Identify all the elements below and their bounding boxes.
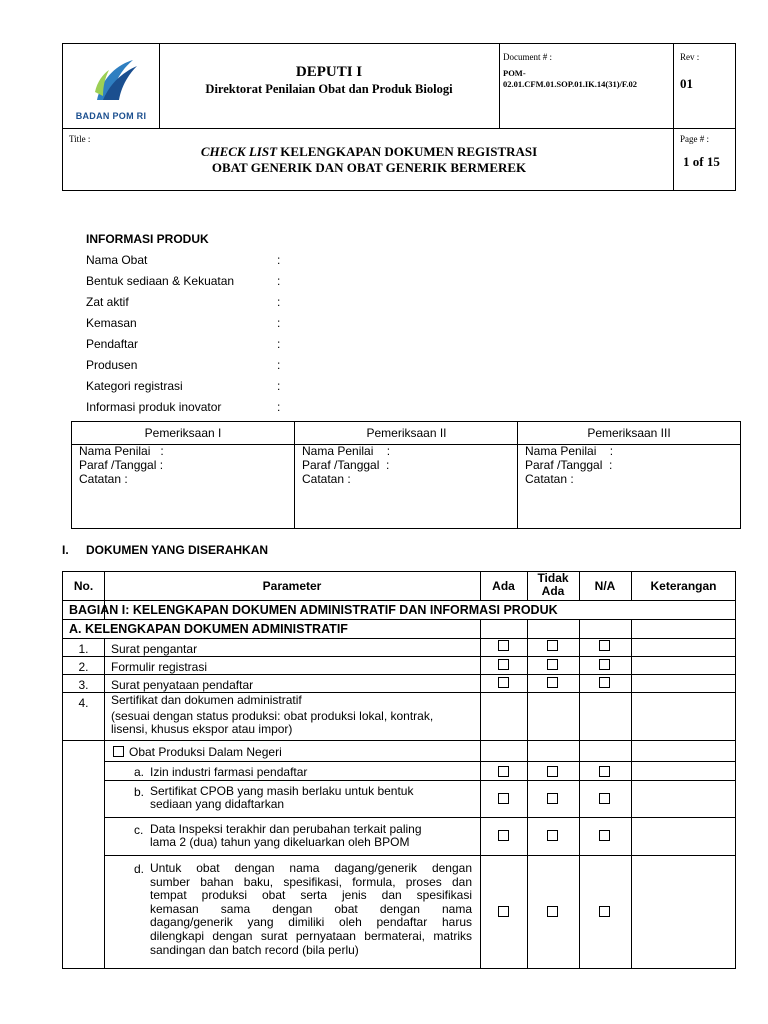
field-colon: : [277, 316, 281, 330]
catatan-label: Catatan : [302, 472, 351, 486]
pemeriksaan-column [72, 422, 294, 528]
checkbox-tidak-ada[interactable] [547, 766, 558, 777]
field-colon: : [277, 253, 281, 267]
checkbox-ada[interactable] [498, 640, 509, 651]
checkbox-tidak-ada[interactable] [547, 640, 558, 651]
pemeriksaan-column [294, 422, 518, 528]
checkbox-na[interactable] [599, 640, 610, 651]
pemeriksaan-table [71, 421, 741, 529]
row-number: 3. [78, 678, 89, 692]
checkbox-ada[interactable] [498, 766, 509, 777]
title-label: Title : [69, 134, 91, 144]
checkbox-na[interactable] [599, 906, 610, 917]
pemeriksaan-column [517, 422, 740, 528]
field-label: Pendaftar [86, 337, 139, 351]
field-label: Nama Obat [86, 253, 148, 267]
bagian-heading: BAGIAN I: KELENGKAPAN DOKUMEN ADMINISTRATIF DAN INFORMASI PRODUK [69, 603, 558, 617]
item-text: Untuk obat dengan nama dagang/generik dengan sumber bahan baku, spesifikasi, formula, proses dan tempat produksi obat serta jenis dan spesifikasi kemasan sama dengan obat dengan nama dagang/generik yang dimiliki oleh pendaftar harus dilengkapi dengan surat pernyataan bermaterai, matriks [150, 861, 472, 943]
field-colon: : [277, 295, 281, 309]
header-na: N/A [594, 579, 616, 593]
checkbox-tidak-ada[interactable] [547, 677, 558, 688]
document-number-value: POM- 02.01.CFM.01.SOP.01.IK.14(31)/F.02 [503, 68, 637, 89]
item-text-last-line: sandingan dan batch record (bila perlu) [150, 943, 359, 957]
document-header [62, 43, 736, 191]
field-colon: : [277, 400, 281, 414]
field-label: Informasi produk inovator [86, 400, 222, 414]
badan-pom-logo-icon [67, 52, 155, 106]
nama-penilai-label: Nama Penilai : [302, 444, 391, 458]
dalam-negeri-label: Obat Produksi Dalam Negeri [129, 745, 282, 759]
checkbox-tidak-ada[interactable] [547, 830, 558, 841]
checkbox-na[interactable] [599, 830, 610, 841]
checkbox-na[interactable] [599, 766, 610, 777]
catatan-label: Catatan : [525, 472, 574, 486]
nama-penilai-label: Nama Penilai : [525, 444, 614, 458]
field-colon: : [277, 379, 281, 393]
info-heading: INFORMASI PRODUK [86, 232, 209, 246]
field-colon: : [277, 274, 281, 288]
item-text: Izin industri farmasi pendaftar [150, 765, 308, 779]
checkbox-tidak-ada[interactable] [547, 906, 558, 917]
checkbox-ada[interactable] [498, 906, 509, 917]
pemeriksaan-title: Pemeriksaan I [72, 422, 294, 445]
header-tidak-ada: Tidak Ada [537, 571, 569, 598]
org-title: DEPUTI I [295, 64, 363, 80]
paraf-tanggal-label: Paraf /Tanggal : [525, 458, 613, 472]
checkbox-ada[interactable] [498, 793, 509, 804]
paraf-tanggal-label: Paraf /Tanggal : [302, 458, 390, 472]
sub-a-heading: A. KELENGKAPAN DOKUMEN ADMINISTRATIF [69, 622, 348, 636]
header-parameter: Parameter [262, 579, 322, 593]
section-number: I. [62, 543, 69, 557]
field-label: Kategori registrasi [86, 379, 183, 393]
checkbox-na[interactable] [599, 793, 610, 804]
field-label: Zat aktif [86, 295, 129, 309]
row-parameter: Formulir registrasi [111, 660, 208, 674]
header-ada: Ada [492, 579, 515, 593]
item-letter: d. [134, 862, 145, 876]
document-title: CHECK LIST KELENGKAPAN DOKUMEN REGISTRASI OBAT GENERIK DAN OBAT GENERIK BERMEREK [200, 144, 538, 175]
row-parameter: Surat pengantar [111, 642, 198, 656]
item-text: Sertifikat CPOB yang masih berlaku untuk bentuk sediaan yang didaftarkan [150, 784, 414, 811]
field-colon: : [277, 358, 281, 372]
checkbox-tidak-ada[interactable] [547, 659, 558, 670]
checkbox-na[interactable] [599, 677, 610, 688]
field-colon: : [277, 337, 281, 351]
logo-text: BADAN POM RI [75, 111, 147, 121]
org-subtitle: Direktorat Penilaian Obat dan Produk Biologi [205, 82, 453, 96]
checkbox-na[interactable] [599, 659, 610, 670]
field-label: Kemasan [86, 316, 137, 330]
checklist-table [62, 571, 736, 969]
field-label: Produsen [86, 358, 138, 372]
revision-label: Rev : [680, 52, 700, 62]
page-number: 1 of 15 [683, 154, 720, 169]
header-no: No. [73, 579, 94, 593]
document-number-label: Document # : [503, 52, 552, 62]
field-label: Bentuk sediaan & Kekuatan [86, 274, 235, 288]
row-number: 2. [78, 660, 89, 674]
page-label: Page # : [680, 134, 709, 144]
item-letter: b. [134, 785, 145, 799]
checkbox-ada[interactable] [498, 677, 509, 688]
section-title: DOKUMEN YANG DISERAHKAN [86, 543, 269, 557]
item-text: Data Inspeksi terakhir dan perubahan terkait paling lama 2 (dua) tahun yang dikeluarkan oleh BPOM [150, 822, 422, 849]
checkbox-tidak-ada[interactable] [547, 793, 558, 804]
row-number: 1. [78, 642, 89, 656]
pemeriksaan-title: Pemeriksaan II [295, 422, 518, 445]
row-parameter: Surat penyataan pendaftar [111, 678, 254, 692]
header-keterangan: Keterangan [650, 579, 717, 593]
catatan-label: Catatan : [79, 472, 128, 486]
checkbox-ada[interactable] [498, 659, 509, 670]
row-parameter: Sertifikat dan dokumen administratif (sesuai dengan status produksi: obat produksi lokal, kontrak, lisensi, khusus ekspor atau impor) [111, 693, 434, 736]
logo [67, 52, 155, 122]
revision-value: 01 [680, 76, 693, 91]
checkbox-dalam-negeri[interactable] [113, 746, 124, 757]
checkbox-ada[interactable] [498, 830, 509, 841]
paraf-tanggal-label: Paraf /Tanggal : [79, 458, 164, 472]
row-number: 4. [78, 696, 89, 710]
item-letter: c. [134, 823, 144, 837]
item-letter: a. [134, 765, 145, 779]
nama-penilai-label: Nama Penilai : [79, 444, 164, 458]
pemeriksaan-title: Pemeriksaan III [518, 422, 740, 445]
